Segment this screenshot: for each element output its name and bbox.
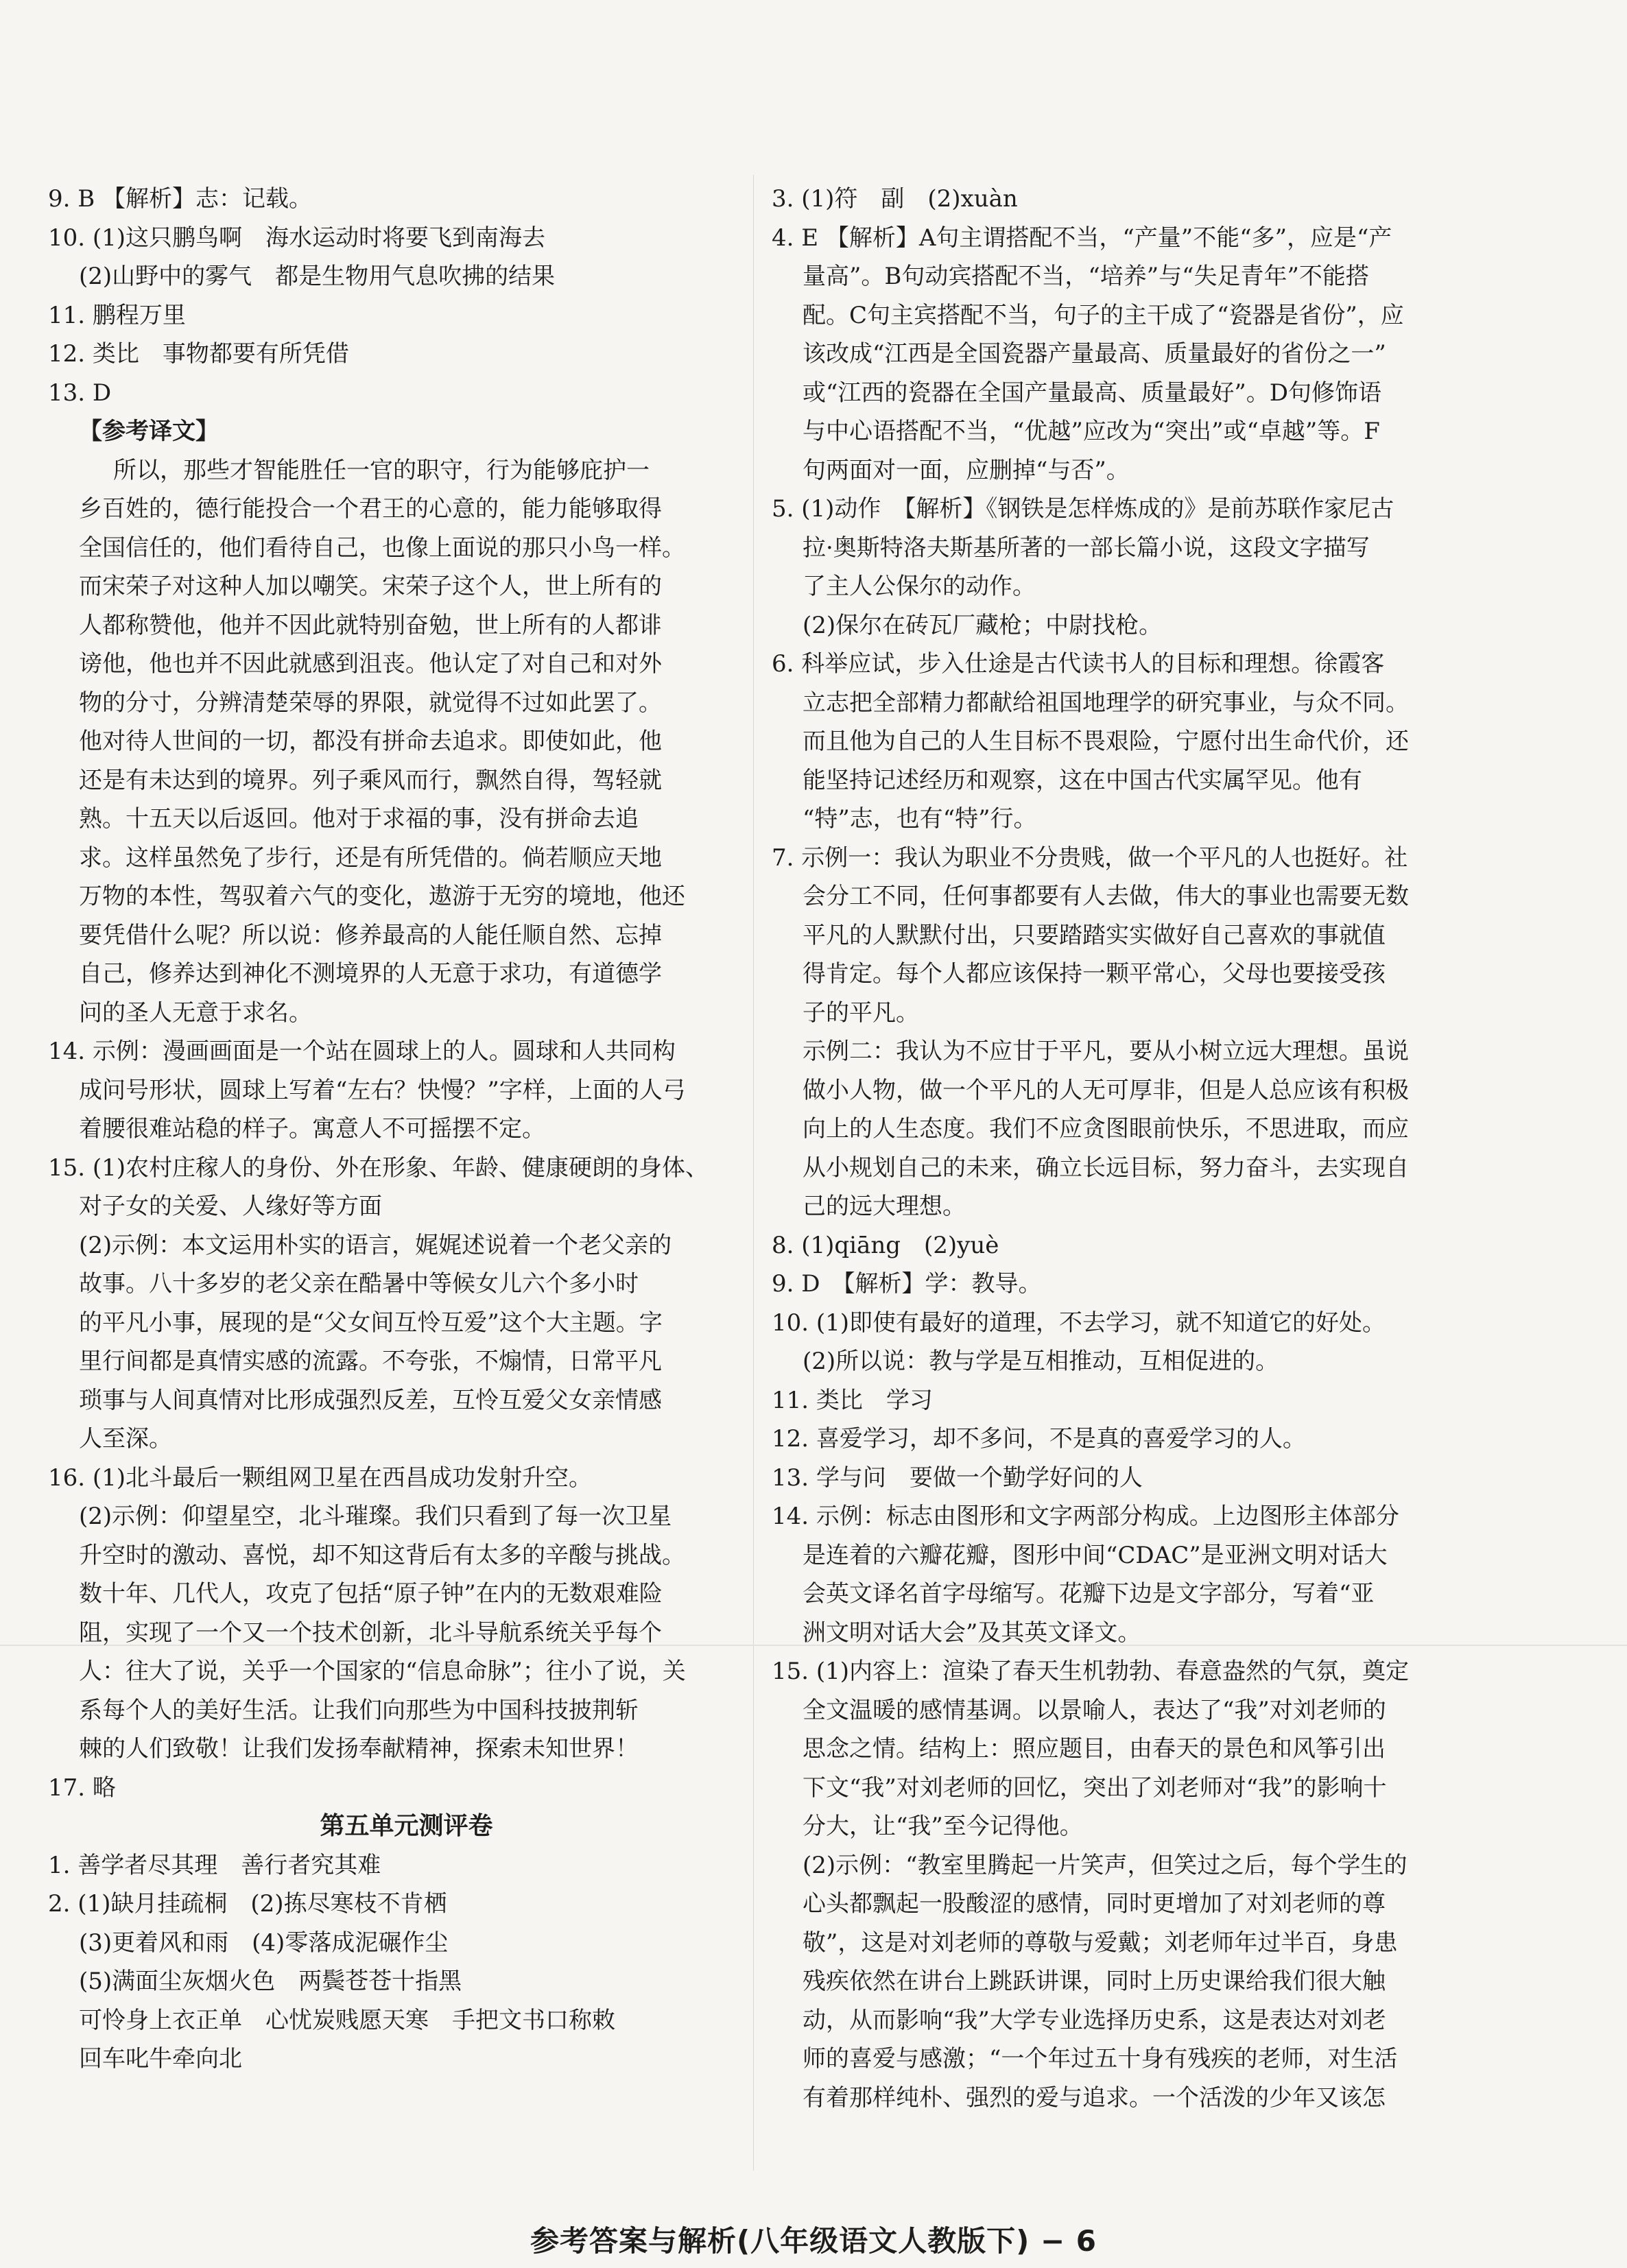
answer-line: 成问号形状，圆球上写着“左右？快慢？”字样，上面的人弓 [79, 1076, 686, 1104]
answer-line: 物的分寸，分辨清楚荣辱的界限，就觉得不过如此罢了。 [79, 689, 662, 717]
answer-line: 了主人公保尔的动作。 [803, 573, 1036, 600]
answer-line: 他对待人世间的一切，都没有拼命去追求。即使如此，他 [79, 728, 662, 755]
answer-line: 4. E 【解析】A句主谓搭配不当，“产量”不能“多”，应是“产 [772, 224, 1392, 252]
answer-line: 9. B 【解析】志：记载。 [48, 185, 313, 213]
answer-line: 还是有未达到的境界。列子乘风而行，飘然自得，驾轻就 [79, 766, 662, 794]
answer-line: 得肯定。每个人都应该保持一颗平常心，父母也要接受孩 [803, 960, 1386, 988]
answer-line: 2. (1)缺月挂疏桐 (2)拣尽寒枝不肯栖 [48, 1890, 447, 1918]
answer-line: 句两面对一面，应删掉“与否”。 [803, 456, 1130, 484]
answer-line: (3)更着风和雨 (4)零落成泥碾作尘 [79, 1929, 449, 1957]
answer-line: 数十年、几代人，攻克了包括“原子钟”在内的无数艰难险 [79, 1580, 663, 1608]
answer-line: 己的远大理想。 [803, 1193, 966, 1220]
answer-line: 是连着的六瓣花瓣，图形中间“CDAC”是亚洲文明对话大 [803, 1541, 1388, 1569]
answer-line: 立志把全部精力都献给祖国地理学的研究事业，与众不同。 [803, 689, 1409, 717]
answer-line: 做小人物，做一个平凡的人无可厚非，但是人总应该有积极 [803, 1076, 1409, 1104]
answer-line: 拉·奥斯特洛夫斯基所著的一部长篇小说，这段文字描写 [803, 534, 1370, 562]
answer-line: 残疾依然在讲台上跳跃讲课，同时上历史课给我们很大触 [803, 1968, 1386, 1995]
answer-line: 万物的本性，驾驭着六气的变化，遨游于无穷的境地，他还 [79, 883, 685, 910]
answer-line: 10. (1)这只鹏鸟啊 海水运动时将要飞到南海去 [48, 224, 546, 252]
answer-line: 里行间都是真情实感的流露。不夸张，不煽情，日常平凡 [79, 1348, 662, 1375]
answer-line: 向上的人生态度。我们不应贪图眼前快乐，不思进取，而应 [803, 1115, 1409, 1143]
answer-line: 或“江西的瓷器在全国产量最高、质量最好”。D句修饰语 [803, 379, 1382, 407]
answer-line: 全国信任的，他们看待自己，也像上面说的那只小鸟一样。 [79, 534, 685, 562]
right-column [772, 180, 1605, 2117]
answer-line: 11. 鹏程万里 [48, 301, 186, 329]
answer-line: 有着那样纯朴、强烈的爱与追求。一个活泼的少年又该怎 [803, 2084, 1386, 2112]
answer-line: 思念之情。结构上：照应题目，由春天的景色和风筝引出 [803, 1735, 1386, 1763]
answer-line: 所以，那些才智能胜任一官的职守，行为能够庇护一 [113, 456, 650, 484]
answer-line: (2)保尔在砖瓦厂藏枪；中尉找枪。 [803, 611, 1163, 639]
answer-line: 人至深。 [79, 1425, 172, 1453]
answer-line: 心头都飘起一股酸涩的感情，同时更增加了对刘老师的尊 [803, 1890, 1386, 1918]
answer-line: 师的喜爱与感激；“一个年过五十身有残疾的老师，对生活 [803, 2045, 1398, 2073]
answer-line: 配。C句主宾搭配不当，句子的主干成了“瓷器是省份”，应 [803, 301, 1404, 329]
answer-line: 11. 类比 学习 [772, 1386, 933, 1414]
answer-line: (2)示例：“教室里腾起一片笑声，但笑过之后，每个学生的 [803, 1851, 1408, 1879]
answer-line: 阻，实现了一个又一个技术创新，北斗导航系统关乎每个 [79, 1619, 662, 1647]
answer-line: 14. 示例：漫画画面是一个站在圆球上的人。圆球和人共同构 [48, 1038, 676, 1065]
answer-line: 谤他，他也并不因此就感到沮丧。他认定了对自己和对外 [79, 650, 662, 678]
answer-line: 15. (1)农村庄稼人的身份、外在形象、年龄、健康硬朗的身体、 [48, 1154, 709, 1182]
answer-line: (2)所以说：教与学是互相推动，互相促进的。 [803, 1348, 1279, 1375]
answer-line: 13. D [48, 379, 112, 407]
answer-line: 人都称赞他，他并不因此就特别奋勉，世上所有的人都诽 [79, 611, 662, 639]
answer-line: 问的圣人无意于求名。 [79, 999, 312, 1027]
answer-line: 可怜身上衣正单 心忧炭贱愿天寒 手把文书口称敕 [79, 2006, 615, 2034]
answer-line: 13. 学与问 要做一个勤学好问的人 [772, 1464, 1143, 1492]
answer-line: 而且他为自己的人生目标不畏艰险，宁愿付出生命代价，还 [803, 728, 1409, 755]
answer-line: 下文“我”对刘老师的回忆，突出了刘老师对“我”的影响十 [803, 1774, 1387, 1802]
answer-line: 而宋荣子对这种人加以嘲笑。宋荣子这个人，世上所有的 [79, 573, 662, 600]
answer-line: 故事。八十多岁的老父亲在酷暑中等候女儿六个多小时 [79, 1270, 639, 1298]
page-footer: 参考答案与解析(八年级语文人教版下) − 6 [530, 2224, 1097, 2258]
answer-line: 从小规划自己的未来，确立长远目标，努力奋斗，去实现自 [803, 1154, 1409, 1182]
answer-line: 3. (1)符 副 (2)xuàn [772, 185, 1018, 213]
answer-line: 16. (1)北斗最后一颗组网卫星在西昌成功发射升空。 [48, 1464, 593, 1492]
answer-line: 17. 略 [48, 1774, 116, 1802]
answer-line: 熟。十五天以后返回。他对于求福的事，没有拼命去追 [79, 805, 639, 833]
answer-line: 回车叱牛牵向北 [79, 2045, 242, 2073]
answer-line: (2)示例：本文运用朴实的语言，娓娓述说着一个老父亲的 [79, 1231, 672, 1259]
answer-line: 该改成“江西是全国瓷器产量最高、质量最好的省份之一” [803, 340, 1386, 368]
answer-line: 升空时的激动、喜悦，却不知这背后有太多的辛酸与挑战。 [79, 1541, 685, 1569]
answer-line: 会分工不同，任何事都要有人去做，伟大的事业也需要无数 [803, 883, 1409, 910]
answer-line: 15. (1)内容上：渲染了春天生机勃勃、春意盎然的气氛，奠定 [772, 1658, 1410, 1685]
answer-line: 8. (1)qiāng (2)yuè [772, 1231, 999, 1259]
answer-line: 10. (1)即使有最好的道理，不去学习，就不知道它的好处。 [772, 1309, 1386, 1337]
answer-line: 1. 善学者尽其理 善行者究其难 [48, 1851, 381, 1879]
answer-line: 人：往大了说，关乎一个国家的“信息命脉”；往小了说，关 [79, 1658, 686, 1685]
answer-line: 子的平凡。 [803, 999, 919, 1027]
answer-line: 5. (1)动作 【解析】《钢铁是怎样炼成的》是前苏联作家尼古 [772, 495, 1394, 523]
answer-line: 分大，让“我”至今记得他。 [803, 1813, 1083, 1840]
answer-line: 会英文译名首字母缩写。花瓣下边是文字部分，写着“亚 [803, 1580, 1375, 1608]
answer-line: 9. D 【解析】学：教导。 [772, 1270, 1042, 1298]
answer-line: 琐事与人间真情对比形成强烈反差，互怜互爱父女亲情感 [79, 1386, 662, 1414]
column-divider [753, 175, 754, 2171]
answer-line: 量高”。B句动宾搭配不当，“培养”与“失足青年”不能搭 [803, 263, 1369, 290]
answer-line: 14. 示例：标志由图形和文字两部分构成。上边图形主体部分 [772, 1503, 1399, 1530]
answer-line: 敬”，这是对刘老师的尊敬与爱戴；刘老师年过半百，身患 [803, 1929, 1398, 1957]
answer-line: 12. 类比 事物都要有所凭借 [48, 340, 349, 368]
answer-line: 与中心语搭配不当，“优越”应改为“突出”或“卓越”等。F [803, 418, 1380, 445]
section-title: 第五单元测评卷 [320, 1812, 493, 1840]
answer-line: 动，从而影响“我”大学专业选择历史系，这是表达对刘老 [803, 2006, 1386, 2034]
answer-line: (2)示例：仰望星空，北斗璀璨。我们只看到了每一次卫星 [79, 1503, 672, 1530]
answer-line: 洲文明对话大会”及其英文译文。 [803, 1619, 1141, 1647]
answer-line: 【参考译文】 [79, 418, 219, 445]
answer-line: (5)满面尘灰烟火色 两鬓苍苍十指黑 [79, 1968, 462, 1995]
answer-line: 全文温暖的感情基调。以景喻人，表达了“我”对刘老师的 [803, 1696, 1386, 1724]
answer-line: 对子女的关爱、人缘好等方面 [79, 1193, 382, 1220]
answer-line: 12. 喜爱学习，却不多问，不是真的喜爱学习的人。 [772, 1425, 1306, 1453]
answer-line: 棘的人们致敬！让我们发扬奉献精神，探索未知世界！ [79, 1735, 639, 1763]
answer-line: “特”志，也有“特”行。 [803, 805, 1037, 833]
answer-line: 的平凡小事，展现的是“父女间互怜互爱”这个大主题。字 [79, 1309, 663, 1337]
answer-line: 示例二：我认为不应甘于平凡，要从小树立远大理想。虽说 [803, 1038, 1409, 1065]
answer-line: 能坚持记述经历和观察，这在中国古代实属罕见。他有 [803, 766, 1362, 794]
answer-line: 乡百姓的，德行能投合一个君王的心意的，能力能够取得 [79, 495, 662, 523]
answer-line: 要凭借什么呢？所以说：修养最高的人能任顺自然、忘掉 [79, 921, 662, 949]
answer-line: 求。这样虽然免了步行，还是有所凭借的。倘若顺应天地 [79, 844, 662, 872]
answer-line: 6. 科举应试，步入仕途是古代读书人的目标和理想。徐霞客 [772, 650, 1385, 678]
answer-line: 系每个人的美好生活。让我们向那些为中国科技披荆斩 [79, 1696, 639, 1724]
answer-line: 平凡的人默默付出，只要踏踏实实做好自己喜欢的事就值 [803, 921, 1386, 949]
left-column [48, 180, 744, 2079]
answer-line: 自己，修养达到神化不测境界的人无意于求功，有道德学 [79, 960, 662, 988]
answer-line: (2)山野中的雾气 都是生物用气息吹拂的结果 [79, 263, 556, 290]
answer-line: 着腰很难站稳的样子。寓意人不可摇摆不定。 [79, 1115, 545, 1143]
answer-line: 7. 示例一：我认为职业不分贵贱，做一个平凡的人也挺好。社 [772, 844, 1408, 872]
